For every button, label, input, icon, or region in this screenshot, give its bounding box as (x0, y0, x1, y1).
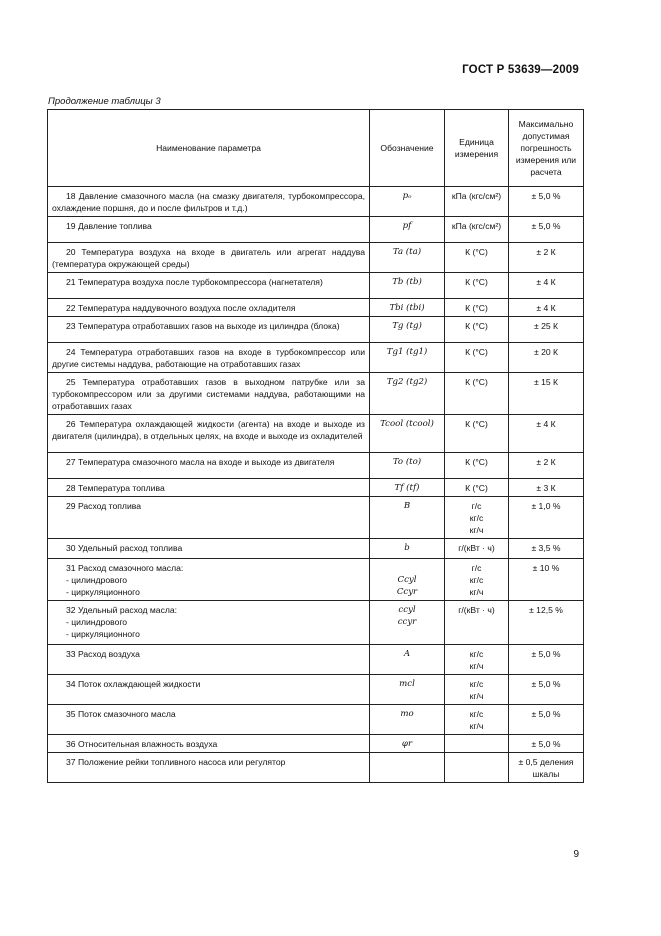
unit-cell (445, 497, 509, 539)
symbol-cell (370, 217, 445, 243)
cell-line: кг/ч (469, 661, 484, 671)
cell-line: кПа (кгс/см²) (451, 221, 502, 231)
symbol-cell (370, 645, 445, 675)
cell-line: pf (402, 221, 412, 231)
unit-cell (445, 559, 509, 601)
cell-line: г/с (471, 563, 482, 573)
cell-line: 33 Расход воздуха (66, 649, 140, 659)
unit-cell (445, 217, 509, 243)
unit-cell (445, 705, 509, 735)
cell-line: ± 15 К (533, 377, 559, 387)
cell-line: 29 Расход топлива (66, 501, 141, 511)
unit-cell (445, 273, 509, 299)
cell-line (374, 562, 440, 574)
parameter-name-cell (48, 273, 370, 299)
table-body (48, 187, 584, 783)
parameter-name-cell (48, 453, 370, 479)
unit-cell (445, 735, 509, 753)
cell-line: ± 0,5 деления шкалы (518, 757, 574, 779)
cell-line: 26 Температура охлаждающей жидкости (агента) на входе и выходе из двигателя (цилиндра), в отдельных целях, на входе и выходе из охладителей (52, 419, 365, 441)
cell-line: К (°С) (465, 457, 488, 467)
error-cell (509, 373, 584, 415)
parameter-name-cell (48, 753, 370, 783)
error-cell (509, 735, 584, 753)
parameter-name-cell (48, 415, 370, 453)
unit-cell (445, 299, 509, 317)
cell-line: ± 3,5 % (531, 543, 561, 553)
cell-line: mo (400, 709, 414, 719)
cell-line: - цилиндрового (66, 575, 128, 585)
unit-cell (445, 753, 509, 783)
cell-line: 18 Давление смазочного масла (на смазку двигателя, турбокомпрессора, охлаждение поршня, до и после фильтров и т.д.) (52, 191, 365, 213)
symbol-cell (370, 299, 445, 317)
error-cell (509, 299, 584, 317)
parameter-name-cell (48, 299, 370, 317)
cell-line: кг/с (469, 649, 484, 659)
table-row (48, 273, 584, 299)
parameter-name-cell (48, 705, 370, 735)
cell-line: г/(кВт · ч) (458, 543, 495, 553)
unit-cell (445, 343, 509, 373)
symbol-cell (370, 187, 445, 217)
parameter-name-cell (48, 243, 370, 273)
parameter-name-cell (48, 601, 370, 645)
error-cell (509, 705, 584, 735)
cell-line: ccyr (397, 617, 417, 627)
symbol-cell (370, 705, 445, 735)
parameter-name-cell (48, 187, 370, 217)
cell-line: 27 Температура смазочного масла на входе и выходе из двигателя (66, 457, 335, 467)
unit-cell (445, 187, 509, 217)
cell-line: 28 Температура топлива (66, 483, 165, 493)
table-row (48, 497, 584, 539)
error-cell (509, 559, 584, 601)
table-row (48, 735, 584, 753)
table-row (48, 645, 584, 675)
cell-line: кг/с (469, 679, 484, 689)
table-row (48, 217, 584, 243)
table-header-row (48, 110, 584, 187)
cell-line: ± 10 % (532, 563, 560, 573)
table-row (48, 559, 584, 601)
error-cell (509, 217, 584, 243)
cell-line: К (°С) (465, 277, 488, 287)
error-cell (509, 675, 584, 705)
cell-line: К (°С) (465, 419, 488, 429)
cell-line: Tbi (tbi) (389, 303, 425, 313)
parameter-name-cell (48, 735, 370, 753)
symbol-cell (370, 735, 445, 753)
cell-line: 24 Температура отработавших газов на входе в турбокомпрессор или другие системы наддува, работающие на отработавших газах (52, 347, 365, 369)
cell-line: ± 2 К (536, 247, 556, 257)
cell-line: ± 5,0 % (531, 709, 561, 719)
cell-line: - цилиндрового (66, 617, 128, 627)
unit-cell (445, 317, 509, 343)
cell-line: 36 Относительная влажность воздуха (66, 739, 218, 749)
table-row (48, 343, 584, 373)
cell-line: К (°С) (465, 483, 488, 493)
error-cell (509, 539, 584, 559)
table-row (48, 705, 584, 735)
cell-line: - циркуляционного (66, 629, 140, 639)
error-cell (509, 645, 584, 675)
parameter-name-cell (48, 645, 370, 675)
parameter-name-cell (48, 497, 370, 539)
symbol-cell (370, 559, 445, 601)
cell-line: ± 5,0 % (531, 221, 561, 231)
error-cell (509, 453, 584, 479)
cell-line: К (°С) (465, 303, 488, 313)
cell-line: К (°С) (465, 377, 488, 387)
cell-line: 19 Давление топлива (66, 221, 152, 231)
symbol-cell (370, 601, 445, 645)
table-row (48, 299, 584, 317)
error-cell (509, 601, 584, 645)
parameter-name-cell (48, 317, 370, 343)
column-header: Единица измерения (445, 110, 509, 187)
error-cell (509, 753, 584, 783)
cell-line: φr (401, 739, 413, 749)
unit-cell (445, 415, 509, 453)
cell-line: Tb (tb) (392, 277, 422, 287)
symbol-cell (370, 453, 445, 479)
table-row (48, 675, 584, 705)
table-row (48, 601, 584, 645)
error-cell (509, 187, 584, 217)
cell-line: pₒ (402, 191, 412, 201)
cell-line: кг/ч (469, 721, 484, 731)
cell-line: г/(кВт · ч) (458, 605, 495, 615)
cell-line: кг/с (469, 709, 484, 719)
cell-line: кг/ч (469, 691, 484, 701)
cell-line: кг/с (469, 513, 484, 523)
cell-line: Tg2 (tg2) (386, 377, 428, 387)
cell-line: 32 Удельный расход масла: (66, 605, 178, 615)
cell-line: К (°С) (465, 347, 488, 357)
symbol-cell (370, 415, 445, 453)
cell-line (449, 738, 504, 750)
cell-line: ± 5,0 % (531, 191, 561, 201)
unit-cell (445, 601, 509, 645)
error-cell (509, 243, 584, 273)
table-row (48, 415, 584, 453)
symbol-cell (370, 373, 445, 415)
symbol-cell (370, 539, 445, 559)
cell-line: К (°С) (465, 321, 488, 331)
error-cell (509, 479, 584, 497)
error-cell (509, 415, 584, 453)
parameter-name-cell (48, 539, 370, 559)
error-cell (509, 273, 584, 299)
unit-cell (445, 243, 509, 273)
cell-line: 37 Положение рейки топливного насоса или регулятор (66, 757, 286, 767)
cell-line: 20 Температура воздуха на входе в двигатель или агрегат наддува (температура окружающей среды) (52, 247, 365, 269)
symbol-cell (370, 753, 445, 783)
cell-line: 25 Температура отработавших газов в выходном патрубке или за турбокомпрессором или за другими системами наддува, работающими на отработавших газах (52, 377, 365, 411)
cell-line: Ccyl (397, 575, 417, 585)
unit-cell (445, 675, 509, 705)
cell-line: ± 12,5 % (529, 605, 563, 615)
table-row (48, 453, 584, 479)
table-row (48, 539, 584, 559)
cell-line: г/с (471, 501, 482, 511)
cell-line: Tg1 (tg1) (386, 347, 428, 357)
parameter-name-cell (48, 479, 370, 497)
cell-line (449, 756, 504, 768)
cell-line: ± 1,0 % (531, 501, 561, 511)
column-header: Максимально допустимая погрешность измерения или расчета (509, 110, 584, 187)
cell-line: кПа (кгс/см²) (451, 191, 502, 201)
cell-line: кг/ч (469, 587, 484, 597)
symbol-cell (370, 317, 445, 343)
cell-line: ± 25 К (533, 321, 559, 331)
cell-line: A (403, 649, 411, 659)
cell-line: 34 Поток охлаждающей жидкости (66, 679, 201, 689)
symbol-cell (370, 497, 445, 539)
cell-line: mcl (399, 679, 415, 689)
cell-line: ± 2 К (536, 457, 556, 467)
cell-line: ± 3 К (536, 483, 556, 493)
unit-cell (445, 645, 509, 675)
table-row (48, 373, 584, 415)
cell-line: 22 Температура наддувочного воздуха после охладителя (66, 303, 296, 313)
cell-line: ccyl (398, 605, 416, 615)
cell-line: К (°С) (465, 247, 488, 257)
cell-line: ± 5,0 % (531, 649, 561, 659)
symbol-cell (370, 479, 445, 497)
parameters-table (47, 109, 584, 783)
cell-line: ± 5,0 % (531, 679, 561, 689)
parameter-name-cell (48, 217, 370, 243)
table-row (48, 187, 584, 217)
unit-cell (445, 453, 509, 479)
cell-line: Tcool (tcool) (380, 419, 434, 429)
unit-cell (445, 373, 509, 415)
cell-line: - циркуляционного (66, 587, 140, 597)
column-header: Наименование параметра (48, 110, 370, 187)
standard-code: ГОСТ Р 53639—2009 (462, 64, 579, 76)
cell-line: ± 4 К (536, 303, 556, 313)
cell-line: Tf (tf) (394, 483, 420, 493)
table-row (48, 243, 584, 273)
cell-line: 21 Температура воздуха после турбокомпрессора (нагнетателя) (66, 277, 323, 287)
cell-line: ± 5,0 % (531, 739, 561, 749)
unit-cell (445, 479, 509, 497)
parameter-name-cell (48, 343, 370, 373)
parameter-name-cell (48, 559, 370, 601)
table-row (48, 317, 584, 343)
table-caption: Продолжение таблицы 3 (48, 96, 161, 107)
symbol-cell (370, 273, 445, 299)
cell-line (374, 756, 440, 768)
column-header: Обозначение (370, 110, 445, 187)
cell-line: ± 4 К (536, 419, 556, 429)
error-cell (509, 317, 584, 343)
cell-line: 30 Удельный расход топлива (66, 543, 183, 553)
symbol-cell (370, 343, 445, 373)
page-number: 9 (573, 849, 579, 860)
table-row (48, 479, 584, 497)
cell-line: Tg (tg) (392, 321, 422, 331)
cell-line: кг/ч (469, 525, 484, 535)
cell-line: Ccyr (396, 587, 418, 597)
cell-line: B (403, 501, 411, 511)
parameter-name-cell (48, 373, 370, 415)
parameter-name-cell (48, 675, 370, 705)
table-row (48, 753, 584, 783)
symbol-cell (370, 675, 445, 705)
cell-line: To (to) (392, 457, 422, 467)
cell-line: Ta (ta) (392, 247, 422, 257)
error-cell (509, 497, 584, 539)
cell-line: b (404, 543, 410, 553)
cell-line: ± 4 К (536, 277, 556, 287)
cell-line: 35 Поток смазочного масла (66, 709, 176, 719)
error-cell (509, 343, 584, 373)
unit-cell (445, 539, 509, 559)
symbol-cell (370, 243, 445, 273)
cell-line: ± 20 К (533, 347, 559, 357)
cell-line: 31 Расход смазочного масла: (66, 563, 184, 573)
cell-line: 23 Температура отработавших газов на выходе из цилиндра (блока) (66, 321, 340, 331)
cell-line: кг/с (469, 575, 484, 585)
